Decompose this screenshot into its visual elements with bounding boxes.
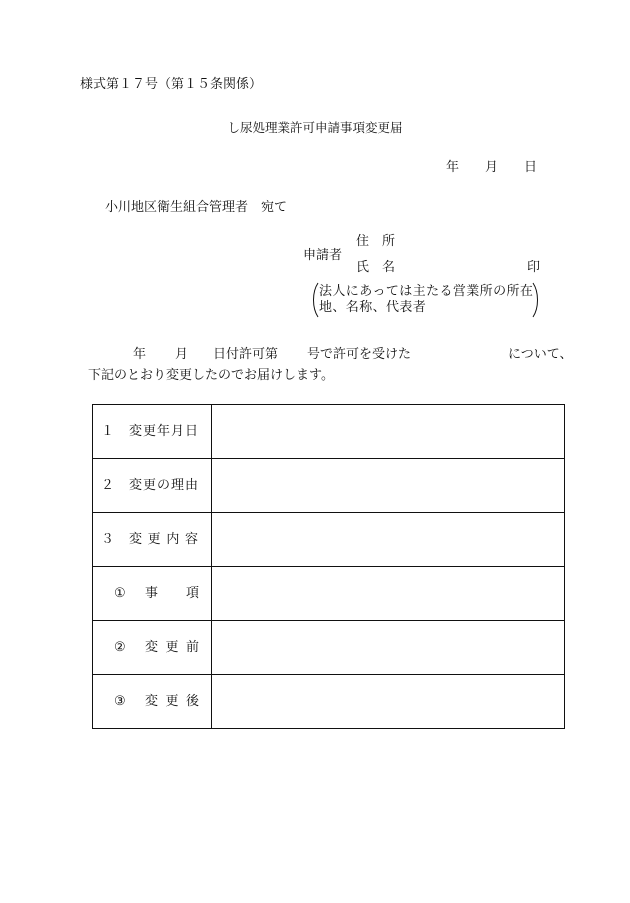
row-label: 変 更 内 容 — [129, 531, 198, 547]
row-label: 変 更 前 — [145, 639, 199, 655]
row-label: 変更の理由 — [129, 477, 198, 493]
row-number: ２ — [101, 477, 115, 493]
label-cell — [93, 567, 212, 621]
statement-line-2: 下記のとおり変更したのでお届けします。 — [88, 368, 334, 383]
row-before-change — [93, 621, 565, 675]
corporate-note-line-2: 地、名称、代表者 — [319, 300, 427, 315]
row-label: 変更年月日 — [129, 423, 198, 439]
right-bracket — [533, 283, 538, 317]
label-cell — [93, 459, 212, 513]
row-change-reason — [93, 459, 565, 513]
label-cell — [93, 621, 212, 675]
row-number: ① — [114, 585, 126, 601]
document-title: し尿処理業許可申請事項変更届 — [227, 120, 403, 135]
change-details-table — [92, 404, 565, 729]
addressee: 小川地区衛生組合管理者 宛て — [105, 200, 288, 215]
row-after-change — [93, 675, 565, 729]
left-bracket — [314, 283, 319, 317]
statement-month: 月 — [175, 347, 189, 362]
item-value-cell — [212, 567, 565, 621]
seal-mark: 印 — [527, 260, 541, 275]
after-change-value-cell — [212, 675, 565, 729]
row-label: 事 項 — [145, 585, 199, 601]
label-cell — [93, 675, 212, 729]
row-number: ② — [114, 639, 126, 655]
statement-regarding: について、 — [508, 347, 573, 362]
row-number: ３ — [101, 531, 115, 547]
row-change-date — [93, 405, 565, 459]
before-change-value-cell — [212, 621, 565, 675]
form-number: 様式第１７号（第１５条関係） — [80, 77, 263, 92]
row-change-contents — [93, 513, 565, 567]
row-item — [93, 567, 565, 621]
row-number: １ — [101, 423, 115, 439]
change-date-value-cell — [212, 405, 565, 459]
statement-day-permit-number: 日付許可第 — [213, 347, 279, 362]
corporate-note-line-1: 法人にあっては主たる営業所の所在 — [319, 284, 534, 299]
statement-permit-received: 号で許可を受けた — [307, 347, 412, 362]
statement-year: 年 — [133, 347, 147, 362]
applicant-address-label: 住 所 — [356, 234, 396, 249]
label-cell — [93, 513, 212, 567]
change-contents-value-cell — [212, 513, 565, 567]
applicant-label: 申請者 — [303, 248, 343, 263]
row-label: 変 更 後 — [145, 693, 199, 709]
submission-date-line: 年 月 日 — [446, 160, 538, 175]
change-reason-value-cell — [212, 459, 565, 513]
row-number: ③ — [114, 693, 126, 709]
label-cell — [93, 405, 212, 459]
applicant-name-label: 氏 名 — [356, 260, 396, 275]
